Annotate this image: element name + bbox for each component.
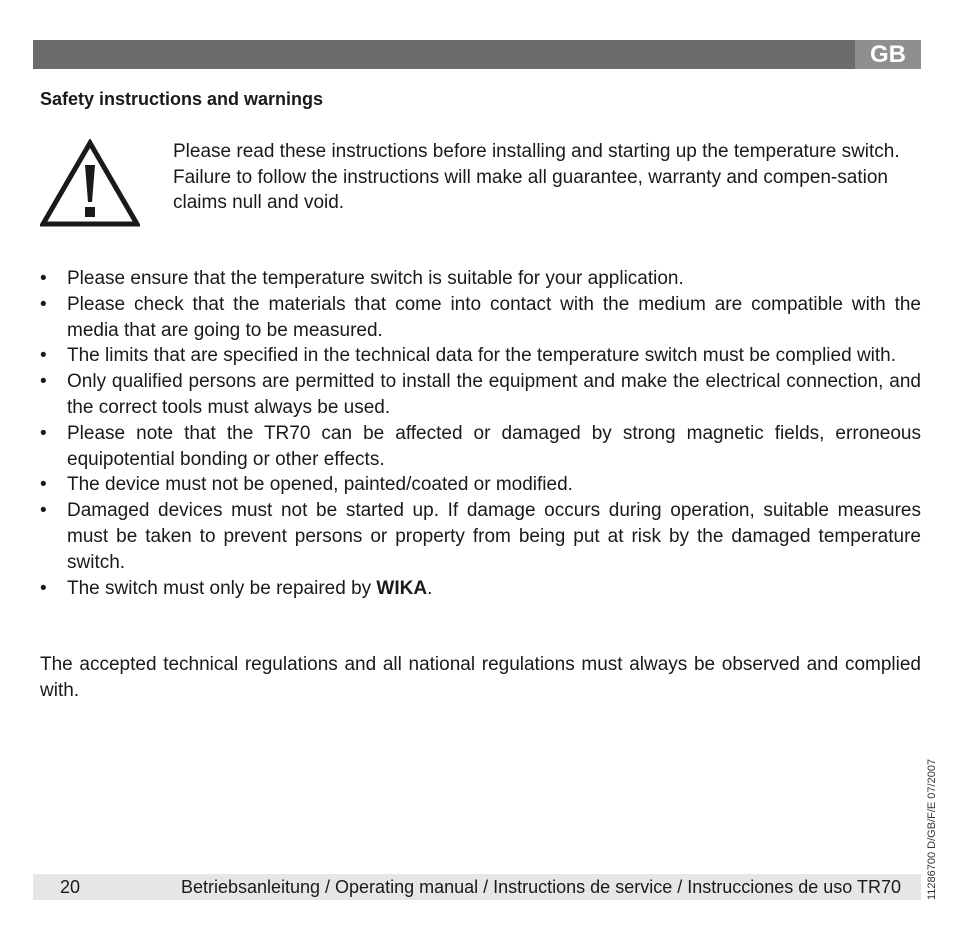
bullet-icon: •: [40, 345, 47, 367]
list-item-text: .: [427, 577, 433, 599]
bullet-icon: •: [40, 371, 47, 393]
list-item: [40, 266, 921, 292]
footer-title: Betriebsanleitung / Operating manual / Instructions de service / Instrucciones de uso TR70: [180, 877, 901, 897]
list-item: [40, 369, 921, 421]
list-item: [40, 498, 921, 575]
list-item-text: Only qualified persons are permitted to install the equipment and make the electrical connection, and the correct tools must always be used.: [67, 371, 921, 418]
closing-paragraph: The accepted technical regulations and all national regulations must always be observed and complied with.: [40, 654, 921, 701]
safety-bullet-list: [40, 266, 921, 601]
list-item: [40, 292, 921, 344]
document-code: 11286700 D/GB/F/E 07/2007: [926, 758, 938, 900]
list-item-text: The switch must only be repaired by: [67, 577, 377, 599]
footer-bar: [33, 874, 921, 900]
bullet-icon: •: [40, 500, 47, 522]
language-badge: GB: [855, 40, 921, 69]
list-item: [40, 421, 921, 473]
list-item-text: The limits that are specified in the technical data for the temperature switch must be complied with.: [67, 345, 897, 367]
list-item-text: Please ensure that the temperature switch is suitable for your application.: [67, 268, 684, 289]
bullet-icon: •: [40, 422, 47, 444]
header-bar: [33, 40, 921, 69]
bullet-icon: •: [40, 474, 47, 496]
list-item: [40, 576, 921, 602]
warning-paragraph: Please read these instructions before installing and starting up the temperature switch.: [173, 141, 900, 162]
list-item-text: Please check that the materials that come into contact with the medium are compatible with the media that are going to be measured.: [67, 293, 921, 341]
list-item-text: The device must not be opened, painted/coated or modified.: [67, 474, 573, 496]
bullet-icon: •: [40, 577, 47, 599]
section-title: Safety instructions and warnings: [40, 89, 324, 109]
list-item-text: Damaged devices must not be started up. If damage occurs during operation, suitable measures must be taken to prevent persons or property from being put at risk by the damaged temperature switch.: [67, 500, 921, 573]
warning-triangle-icon: [40, 139, 140, 227]
warning-paragraph: Failure to follow the instructions will make all guarantee, warranty and compen-sation claims null and void.: [173, 166, 888, 213]
list-item: [40, 472, 921, 498]
list-item-text: Please note that the TR70 can be affected or damaged by strong magnetic fields, erroneous equipotential bonding or other effects.: [67, 422, 921, 470]
list-item: [40, 343, 921, 369]
bullet-icon: •: [40, 268, 47, 289]
warning-text: [173, 139, 921, 216]
page-number: 20: [60, 877, 81, 897]
brand-name: WIKA: [376, 577, 428, 599]
bullet-icon: •: [40, 293, 47, 315]
